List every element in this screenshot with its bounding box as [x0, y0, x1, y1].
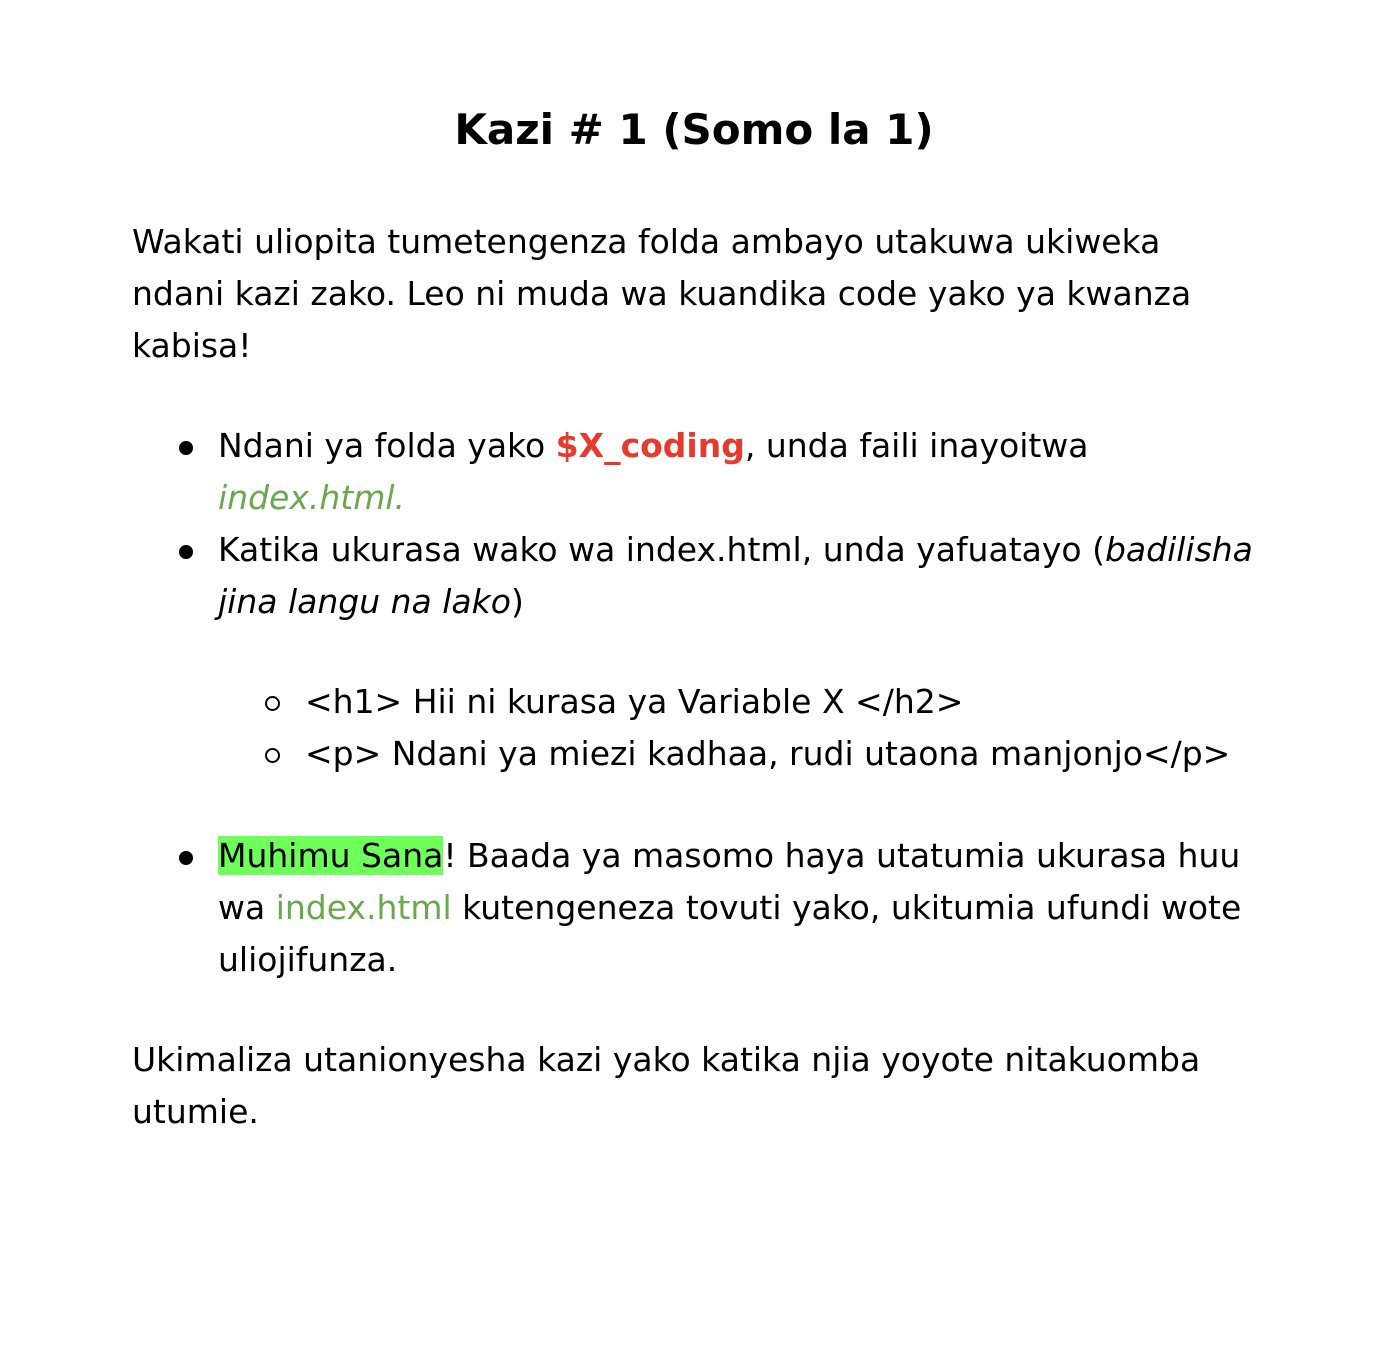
- bullet-text: kutengeneza tovuti yako, ukitumia ufundi wote uliojifunza.: [218, 888, 1242, 979]
- bullet-text: Katika ukurasa wako wa index.html, unda yafuatayo (: [218, 530, 1105, 569]
- filename: index.html: [275, 888, 452, 927]
- page-title: Kazi # 1 (Somo la 1): [454, 105, 934, 154]
- hollow-bullet-icon: [265, 748, 280, 763]
- highlighted-text: Muhimu Sana: [218, 836, 444, 875]
- closing-paragraph: Ukimaliza utanionyesha kazi yako katika njia yoyote nitakuomba utumie.: [132, 1040, 1201, 1131]
- bullet-icon: [179, 545, 193, 559]
- bullet-text: ): [510, 582, 524, 621]
- list-item: [132, 420, 1262, 524]
- list-item: [132, 524, 1262, 628]
- bullet-text: Ndani ya folda yako: [218, 426, 556, 465]
- intro-paragraph: Wakati uliopita tumetengenza folda ambayo utakuwa ukiweka ndani kazi zako. Leo ni muda wa kuandika code yako ya kwanza kabisa!: [132, 222, 1192, 365]
- italic-note: badilisha jina langu na lako: [218, 530, 1253, 621]
- code-sub-list: [132, 676, 1262, 780]
- important-list: [132, 830, 1262, 986]
- sub-list-item: [132, 728, 1262, 780]
- hollow-bullet-icon: [265, 696, 280, 711]
- bullet-icon: [179, 441, 193, 455]
- sub-list-item: [132, 676, 1262, 728]
- filename: index.html.: [218, 478, 406, 517]
- bullet-text: , unda faili inayoitwa: [744, 426, 1089, 465]
- instruction-list: [132, 420, 1262, 628]
- list-item: [132, 830, 1262, 986]
- code-line: <p> Ndani ya miezi kadhaa, rudi utaona manjonjo</p>: [305, 734, 1231, 773]
- folder-name: $X_coding: [555, 426, 745, 465]
- bullet-icon: [179, 851, 193, 865]
- bullet-text: ! Baada ya masomo haya utatumia ukurasa huu wa: [218, 836, 1241, 927]
- code-line: <h1> Hii ni kurasa ya Variable X </h2>: [305, 682, 964, 721]
